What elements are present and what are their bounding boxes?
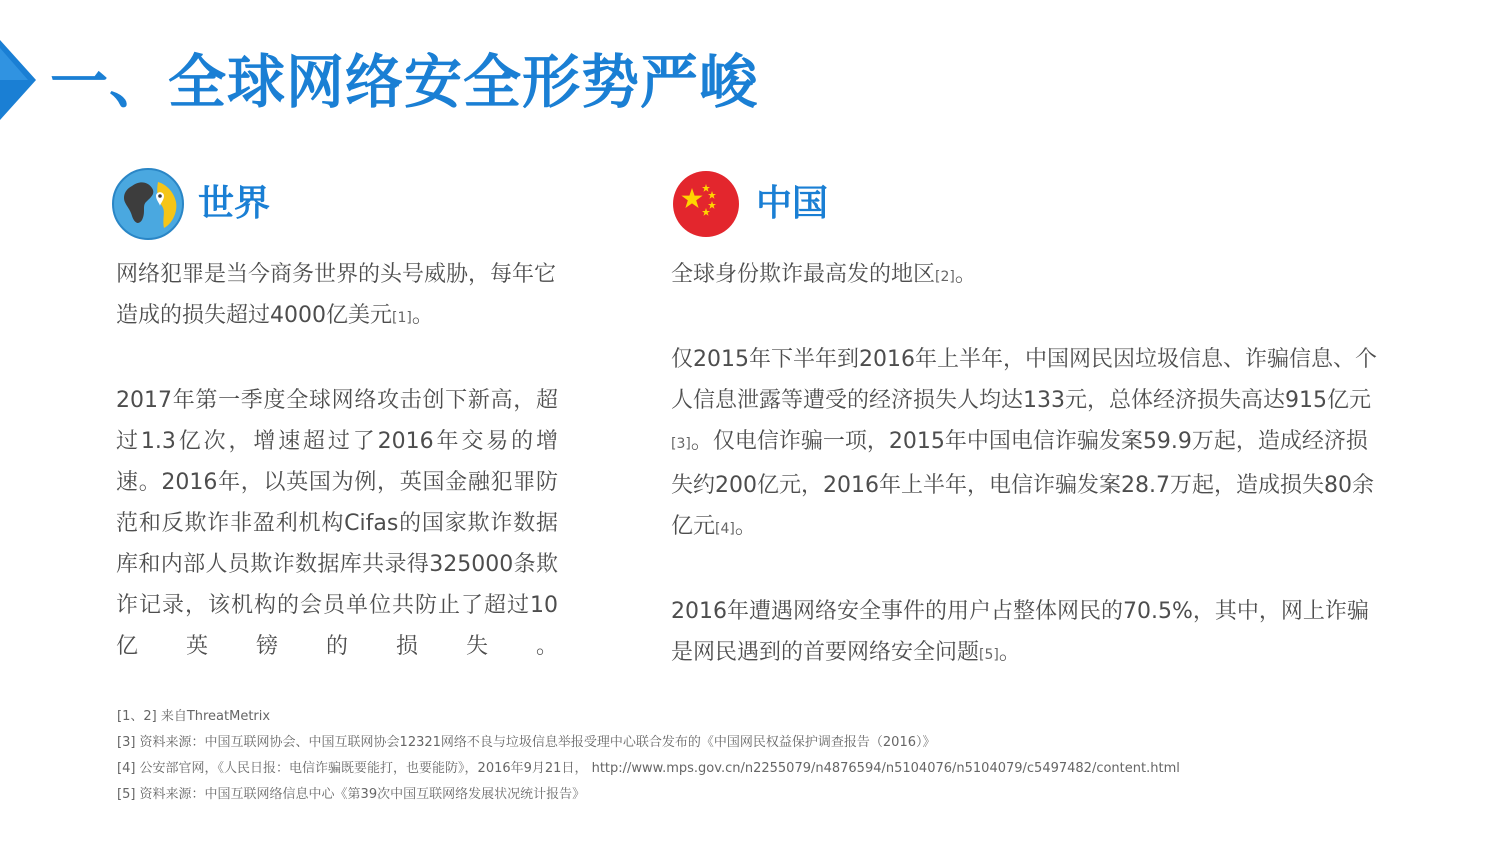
footnote: [3] 资料来源：中国互联网协会、中国互联网协会12321网络不良与垃圾信息举报受理中心联合发布的《中国网民权益保护调查报告（2016）》: [117, 735, 936, 750]
world-text: [116, 254, 558, 667]
china-ref-2: [2]: [935, 269, 955, 285]
china-ref-3: [3]: [671, 436, 691, 452]
china-flag-icon: [670, 168, 742, 240]
china-heading: 中国: [756, 183, 829, 224]
world-section-header: [112, 168, 270, 240]
footnote: [1、2] 来自ThreatMetrix: [117, 709, 271, 724]
china-section-header: [670, 168, 828, 240]
world-ref-1: [1]: [392, 310, 412, 326]
china-ref-4: [4]: [715, 521, 735, 537]
footnotes: [117, 704, 1180, 808]
page-title: 一、全球网络安全形势严峻: [50, 48, 759, 116]
china-ref-5: [5]: [979, 647, 999, 663]
china-paragraph-2: 仅2015年下半年到2016年上半年，中国网民因垃圾信息、诈骗信息、个人信息泄露等遭受的经济损失人均达133元，总体经济损失高达915亿元[3]。仅电信诈骗一项，2015年中国电信诈骗发案59.9万起，造成经济损失约200亿元，2016年上半年，电信诈骗发案28.7万起，造成损失80余亿元[4]。: [671, 347, 1377, 539]
footnote: [5] 资料来源：中国互联网络信息中心《第39次中国互联网络发展状况统计报告》: [117, 787, 586, 802]
globe-icon: [112, 168, 184, 240]
world-paragraph-2: 2017年第一季度全球网络攻击创下新高，超过1.3亿次，增速超过了2016年交易的增速。2016年，以英国为例，英国金融犯罪防范和反欺诈非盈利机构Cifas的国家欺诈数据库和内部人员欺诈数据库共录得325000条欺诈记录，该机构的会员单位共防止了超过10亿英镑的损失。: [116, 388, 558, 659]
china-text: [671, 254, 1387, 676]
world-heading: 世界: [198, 183, 271, 224]
china-paragraph-3: 2016年遭遇网络安全事件的用户占整体网民的70.5%，其中，网上诈骗是网民遇到的首要网络安全问题[5]。: [671, 599, 1369, 665]
title-arrow-icon: [0, 40, 40, 120]
footnote: [4] 公安部官网，《人民日报：电信诈骗既要能打，也要能防》，2016年9月21日， http://www.mps.gov.cn/n2255079/n4876594/n5104076/n5104079/c5497482/content.html: [117, 761, 1180, 776]
world-paragraph-1: 网络犯罪是当今商务世界的头号威胁，每年它造成的损失超过4000亿美元[1]。: [116, 262, 557, 328]
china-paragraph-1: 全球身份欺诈最高发的地区[2]。: [671, 262, 977, 287]
